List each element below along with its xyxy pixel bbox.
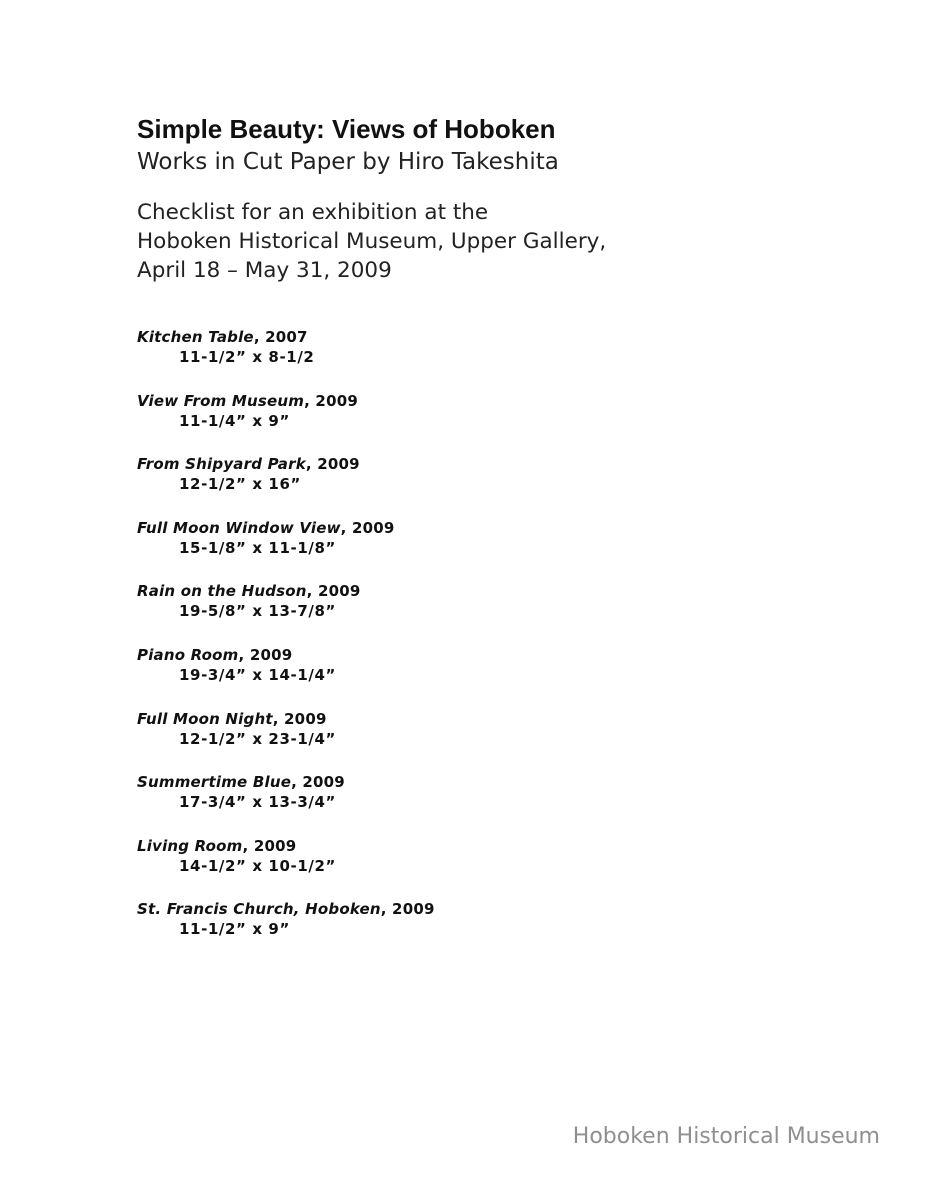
intro-line: Hoboken Historical Museum, Upper Gallery, <box>137 229 607 254</box>
work-title: Living Room <box>137 836 243 855</box>
exhibition-title: Simple Beauty: Views of Hoboken <box>137 114 556 144</box>
intro-line: Checklist for an exhibition at the <box>137 200 489 225</box>
work-title: Rain on the Hudson <box>137 582 307 601</box>
work-dimensions: 17-3/4” x 13-3/4” <box>179 793 336 812</box>
work-year: , 2009 <box>242 836 297 855</box>
work-year: , 2009 <box>291 773 345 792</box>
work-dimensions: 11-1/2” x 8-1/2 <box>179 348 315 366</box>
work-entry <box>137 645 837 709</box>
work-dimensions: 14-1/2” x 10-1/2” <box>179 856 336 875</box>
work-year: , 2009 <box>340 518 395 537</box>
work-dimensions: 15-1/8” x 11-1/8” <box>179 538 336 557</box>
work-dimensions: 19-5/8” x 13-7/8” <box>179 602 336 621</box>
work-title: Full Moon Window View <box>137 518 341 537</box>
work-entry <box>137 772 837 836</box>
work-entry <box>137 836 837 900</box>
intro-line: April 18 – May 31, 2009 <box>137 258 392 283</box>
work-year: , 2009 <box>305 455 360 474</box>
document-header <box>137 112 837 285</box>
work-title: Kitchen Table <box>137 328 254 346</box>
work-year: , 2007 <box>253 328 308 346</box>
exhibition-subtitle: Works in Cut Paper by Hiro Takeshita <box>137 149 559 175</box>
work-title: Full Moon Night <box>137 709 273 728</box>
work-year: , 2009 <box>306 582 361 601</box>
works-checklist <box>137 327 837 963</box>
work-entry <box>137 709 837 773</box>
museum-watermark: Hoboken Historical Museum <box>572 1124 880 1149</box>
work-entry <box>137 454 837 518</box>
work-dimensions: 12-1/2” x 16” <box>179 475 301 494</box>
work-entry <box>137 327 837 391</box>
work-dimensions: 19-3/4” x 14-1/4” <box>179 665 336 684</box>
work-title: St. Francis Church, Hoboken <box>137 900 381 919</box>
work-dimensions: 11-1/2” x 9” <box>179 920 290 939</box>
work-title: Piano Room <box>137 645 239 664</box>
work-entry <box>137 581 837 645</box>
work-dimensions: 11-1/4” x 9” <box>179 411 290 430</box>
work-entry <box>137 899 837 963</box>
work-title: Summertime Blue <box>137 773 292 792</box>
work-year: , 2009 <box>238 645 293 664</box>
work-entry <box>137 391 837 455</box>
work-year: , 2009 <box>272 709 327 728</box>
work-title: View From Museum <box>137 391 305 410</box>
work-dimensions: 12-1/2” x 23-1/4” <box>179 729 336 748</box>
work-title: From Shipyard Park <box>137 455 306 474</box>
work-entry <box>137 518 837 582</box>
exhibition-intro <box>137 198 837 285</box>
work-year: , 2009 <box>380 900 435 919</box>
work-year: , 2009 <box>304 391 358 410</box>
